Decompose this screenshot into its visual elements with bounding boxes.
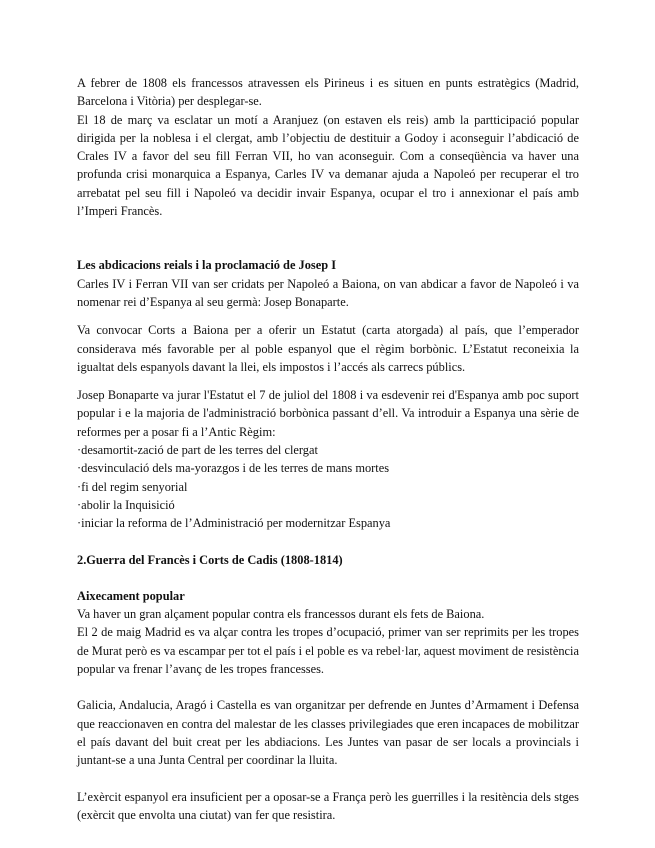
list-item: ·fi del regim senyorial <box>77 479 188 494</box>
spacer <box>77 311 579 321</box>
uprising-paragraph-1: Va haver un gran alçament popular contra els francessos durant els fets de Baiona. <box>77 607 485 622</box>
spacer <box>77 770 579 788</box>
reforms-list <box>77 441 579 532</box>
list-item: ·abolir la Inquisició <box>77 497 175 512</box>
uprising-paragraph-3: Galicia, Andalucia, Aragó i Castella es van organitzar per defrende en Juntes d’Armament i Defensa que reaccionaven en contra del malestar de les classes privilegiades que eren incapaces de mobilitzar el país davant del buit creat per les abdiacions. Les Juntes van pasar de ser locals a provincials i juntant-se a una Junta Central per coordinar la lluita. <box>77 698 579 768</box>
uprising-paragraph-4: L’exèrcit espanyol era insuficient per a oposar-se a França però les guerrilles i la resitència dels stges (exèrcit que envolta una ciutat) van fer que resistira. <box>77 789 579 822</box>
intro-paragraph-2: El 18 de març va esclatar un motí a Aranjuez (on estaven els reis) amb la partticipació popular dirigida per la noblesa i el clergat, amb l’objectiu de destituir a Godoy i aconseguir l’abdicació de Crales IV a favor del seu fill Ferran VII, ho van aconseguir. Com a conseqüència va haver una profunda crisi monarquica a Espanya, Carles IV va demanar ajuda a Napoleó per recuperar el tro arrebatat pel seu fill i Napoleó va decidir invair Espanya, ocupar el tro i annexionar el país amb l’Imperi Francès. <box>77 112 579 219</box>
abdications-paragraph-2: Va convocar Corts a Baiona per a oferir un Estatut (carta atorgada) al país, que l’emperador considerava més favorable per al poble espanyol que el règim borbònic. L’Estatut reconeixia la igualtat dels espanyols davant la llei, els impostos i l’accés als carrecs públics. <box>77 323 579 374</box>
spacer <box>77 569 579 587</box>
list-item: ·iniciar la reforma de l’Administració per modernitzar Espanya <box>77 516 391 531</box>
uprising-paragraph-2: El 2 de maig Madrid es va alçar contra les tropes d’ocupació, primer van ser reprimits per les tropes de Murat però es va escampar per tot el país i el poble es va rebel·lar, aquest moviment de resistència popular va frenar l’avanç de les tropes francesses. <box>77 625 579 677</box>
spacer <box>77 678 579 696</box>
abdications-paragraph-3: Josep Bonaparte va jurar l'Estatut el 7 de juliol del 1808 i va esdevenir rei d'Espanya amb poc suport popular i e la majoria de l'administració borbònica passant d’ell. Va introduir a Espanya una sèrie de reformes per a posar fi a l’Antic Règim: <box>77 388 579 439</box>
section-heading-abdications: Les abdicacions reials i la proclamació de Josep I <box>77 258 337 273</box>
subheading-uprising: Aixecament popular <box>77 588 185 603</box>
abdications-paragraph-1: Carles IV i Ferran VII van ser cridats per Napoleó a Baiona, on van abdicar a favor de Napoleó i va nomenar rei d’Espanya al seu germà: Josep Bonaparte. <box>77 276 579 309</box>
document-page <box>77 74 579 824</box>
spacer <box>77 533 579 551</box>
spacer <box>77 220 579 256</box>
list-item: ·desamortit-zació de part de les terres del clergat <box>77 443 318 458</box>
spacer <box>77 376 579 386</box>
intro-paragraph-1: A febrer de 1808 els francessos atravessen els Pirineus i es situen en punts estratègics (Madrid, Barcelona i Vitòria) per desplegar-se. <box>77 76 579 109</box>
section-heading-war: 2.Guerra del Francès i Corts de Cadis (1808-1814) <box>77 552 343 567</box>
list-item: ·desvinculació dels ma-yorazgos i de les terres de mans mortes <box>77 461 390 476</box>
